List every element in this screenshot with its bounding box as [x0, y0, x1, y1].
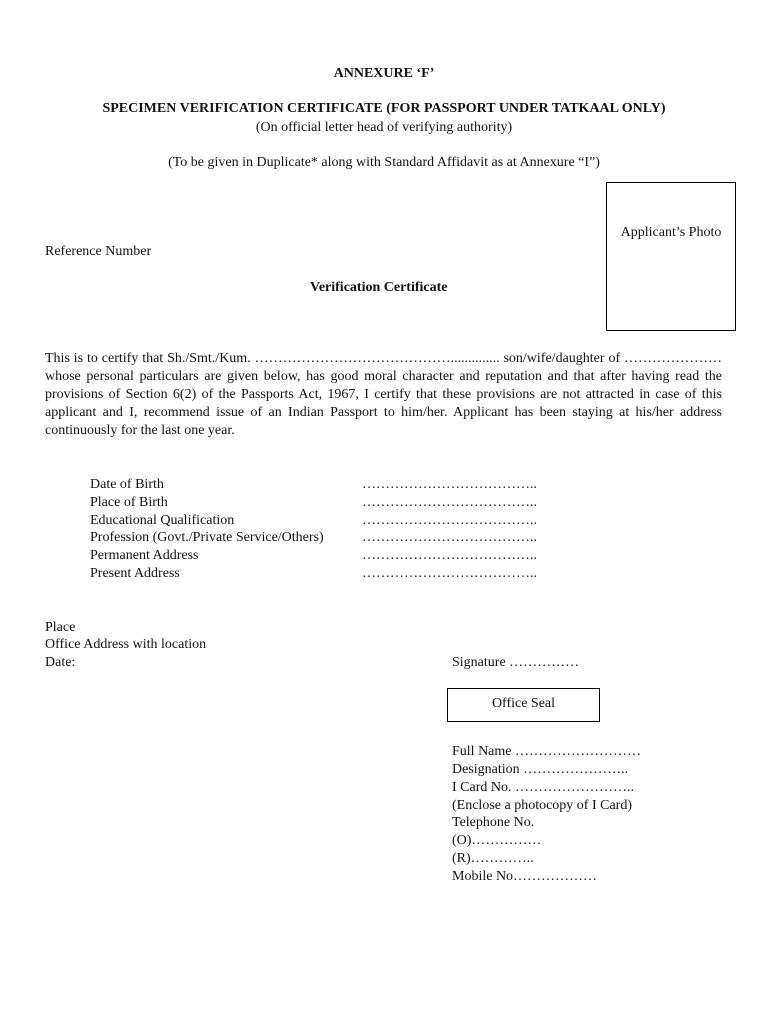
office-address-label: Office Address with location: [45, 637, 207, 652]
applicant-photo-box: [606, 182, 736, 331]
place-label: Place: [45, 620, 76, 635]
signature-label: Signature ……………: [452, 655, 580, 670]
document-title: SPECIMEN VERIFICATION CERTIFICATE (FOR PASSPORT UNDER TATKAAL ONLY): [102, 101, 666, 116]
detail-value: ………………………………..: [362, 495, 537, 510]
detail-label: Date of Birth: [90, 477, 164, 492]
duplicate-instruction: (To be given in Duplicate* along with Standard Affidavit as at Annexure “I”): [168, 155, 600, 170]
officer-mobile: Mobile No………………: [452, 869, 598, 884]
certificate-body: This is to certify that Sh./Smt./Kum. …………………………………….............. son/wife/daughter of ………………… whose personal particulars are given below, has good moral character and reputation and that after having read the provisions of Section 6(2) of the Passports Act, 1967, I certify that these provisions are not attracted in case of this applicant and I, recommend issue of an Indian Passport to him/her. Applicant has been staying at his/her address continuously for the last one year.: [45, 351, 722, 438]
officer-telephone-label: Telephone No.: [452, 815, 535, 830]
detail-value: ………………………………..: [362, 548, 537, 563]
detail-label: Present Address: [90, 566, 180, 581]
officer-office-phone: (O)……………: [452, 833, 542, 848]
officer-designation: Designation …………………..: [452, 762, 629, 777]
document-subtitle: (On official letter head of verifying authority): [255, 120, 513, 135]
detail-label: Profession (Govt./Private Service/Others): [90, 530, 324, 545]
date-label: Date:: [45, 655, 76, 670]
office-seal-box: [447, 688, 600, 722]
office-seal-label: Office Seal: [491, 696, 556, 711]
verification-certificate-heading: Verification Certificate: [310, 280, 448, 295]
detail-value: ………………………………..: [362, 477, 537, 492]
applicant-photo-label: Applicant’s Photo: [620, 225, 722, 240]
officer-icard-number: I Card No. ……………………..: [452, 780, 634, 795]
detail-label: Educational Qualification: [90, 513, 235, 528]
officer-full-name: Full Name ………………………: [452, 744, 641, 759]
detail-value: ………………………………..: [362, 513, 537, 528]
annexure-heading: ANNEXURE ‘F’: [333, 66, 435, 81]
detail-value: ………………………………..: [362, 530, 537, 545]
detail-label: Place of Birth: [90, 495, 168, 510]
officer-residence-phone: (R)…………..: [452, 851, 534, 866]
reference-number-label: Reference Number: [45, 244, 152, 259]
officer-icard-note: (Enclose a photocopy of I Card): [452, 798, 632, 813]
detail-value: ………………………………..: [362, 566, 537, 581]
detail-label: Permanent Address: [90, 548, 199, 563]
